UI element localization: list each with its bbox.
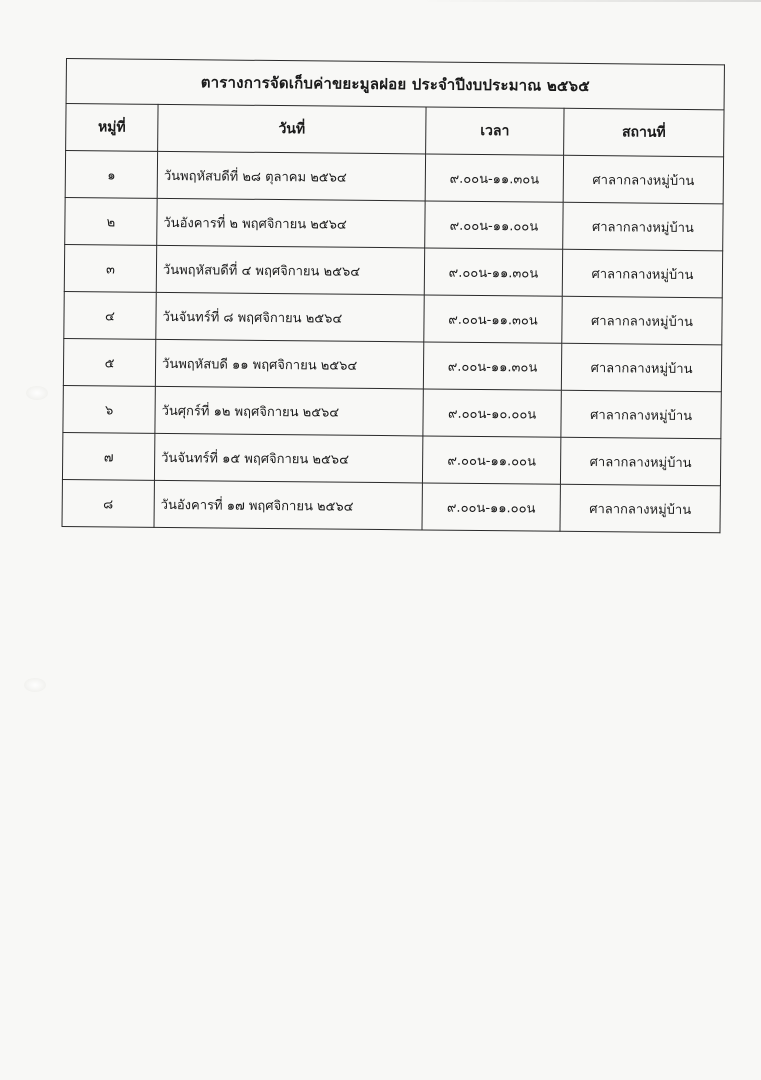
header-time: เวลา [426,107,564,155]
cell-place: ศาลากลางหมู่บ้าน [562,296,722,345]
table-title: ตารางการจัดเก็บค่าขยะมูลฝอย ประจำปีงบประมาณ ๒๕๖๕ [66,59,724,110]
cell-village-number: ๒ [65,197,157,245]
cell-place: ศาลากลางหมู่บ้าน [561,343,721,392]
cell-time: ๙.๐๐น-๑๑.๓๐น [425,154,563,202]
punch-hole-mark [24,678,46,692]
cell-time: ๙.๐๐น-๑๑.๓๐น [423,342,561,390]
cell-time: ๙.๐๐น-๑๑.๐๐น [422,436,560,484]
cell-time: ๙.๐๐น-๑๑.๐๐น [422,483,560,531]
cell-place: ศาลากลางหมู่บ้าน [562,249,722,298]
cell-village-number: ๑ [65,151,157,199]
cell-place: ศาลากลางหมู่บ้าน [560,484,720,533]
table-row [64,244,722,297]
cell-place: ศาลากลางหมู่บ้าน [561,390,721,439]
cell-village-number: ๘ [62,479,154,527]
cell-date: วันศุกร์ที่ ๑๒ พฤศจิกายน ๒๕๖๔ [155,386,423,436]
cell-village-number: ๕ [63,338,155,386]
cell-village-number: ๓ [64,244,156,292]
header-village: หมู่ที่ [66,104,158,152]
cell-place: ศาลากลางหมู่บ้าน [560,437,720,486]
garbage-fee-schedule-table [61,58,725,533]
cell-place: ศาลากลางหมู่บ้าน [563,202,723,251]
table-row [62,432,720,485]
header-place: สถานที่ [564,108,724,157]
table-row [65,197,723,250]
cell-date: วันพฤหัสบดีที่ ๔ พฤศจิกายน ๒๕๖๔ [156,245,424,295]
cell-village-number: ๗ [62,432,154,480]
table-row [65,151,723,204]
cell-date: วันพฤหัสบดีที่ ๒๘ ตุลาคม ๒๕๖๔ [157,151,425,201]
punch-hole-mark [26,386,48,400]
cell-village-number: ๔ [64,291,156,339]
table-row [64,291,722,344]
cell-time: ๙.๐๐น-๑๑.๓๐น [424,248,562,296]
table-row [63,338,721,391]
header-date: วันที่ [158,104,426,154]
cell-time: ๙.๐๐น-๑๐.๐๐น [423,389,561,437]
cell-date: วันจันทร์ที่ ๘ พฤศจิกายน ๒๕๖๔ [156,292,424,342]
cell-village-number: ๖ [63,385,155,433]
cell-date: วันอังคารที่ ๒ พฤศจิกายน ๒๕๖๔ [157,198,425,248]
table-row [63,385,721,438]
table-header-row [66,104,724,157]
cell-date: วันพฤหัสบดี ๑๑ พฤศจิกายน ๒๕๖๔ [155,339,423,389]
table-title-row [66,59,724,110]
cell-place: ศาลากลางหมู่บ้าน [563,155,723,204]
cell-time: ๙.๐๐น-๑๑.๐๐น [425,201,563,249]
page-edge-shadow [420,0,761,2]
cell-time: ๙.๐๐น-๑๑.๓๐น [424,295,562,343]
cell-date: วันจันทร์ที่ ๑๕ พฤศจิกายน ๒๕๖๔ [154,433,422,483]
cell-date: วันอังคารที่ ๑๗ พฤศจิกายน ๒๕๖๔ [154,480,422,530]
table-row [62,479,720,532]
